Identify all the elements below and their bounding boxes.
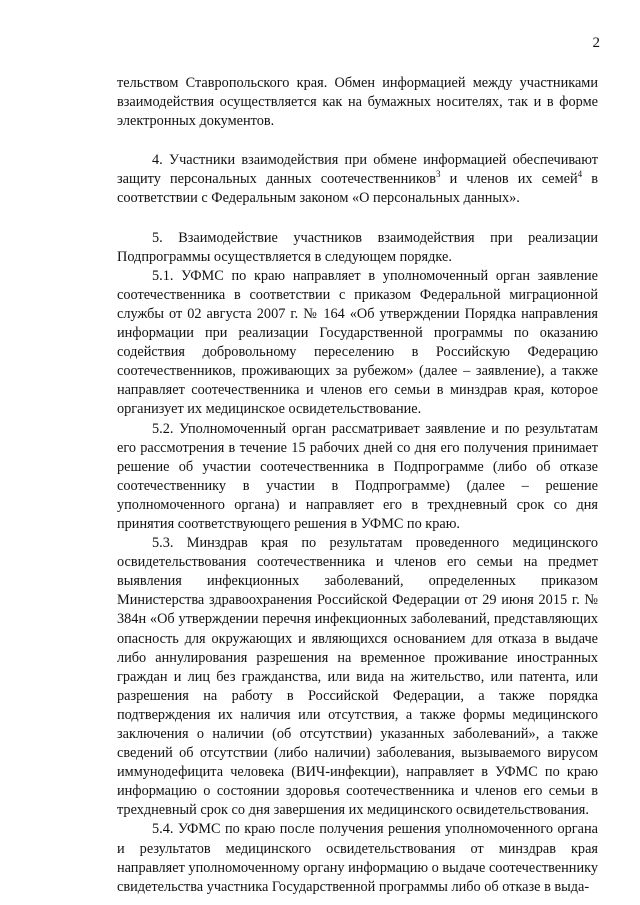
paragraph-5-3: 5.3. Минздрав края по результатам проведенного медицинского освидетельствования соотечественника и членов его семьи на предмет выявления инфекционных заболеваний, определенных приказом Министерства здравоохранения Российской Федерации от 29 июня 2015 г. № 384н «Об утверждении перечня инфекционных заболеваний, представляющих опасность для окружающих и являющихся основанием для отказа в выдаче либо аннулирования разрешения на временное проживание иностранных граждан и лиц без гражданства, или вида на жительство, или патента, или разрешения на работу в Российской Федерации, а также порядка подтверждения их наличия или отсутствия, а также формы медицинского заключения о наличии (об отсутствии) указанных заболеваний», а также сведений об отсутствии (либо наличии) заболевания, вызываемого вирусом иммунодефицита человека (ВИЧ-инфекции), направляет в УФМС по краю информацию о состоянии здоровья соотечественника и членов его семьи в трехдневный срок со дня завершения их медицинского освидетельствования. [117,535,598,819]
paragraph-4-text-b: и членов их семей [440,171,578,188]
paragraph-4-text-c: в соответствии с Федеральным законом «О персональных данных». [117,171,599,207]
paragraph-5-4: 5.4. УФМС по краю после получения решения уполномоченного органа и результатов медицинского освидетельствования от минздрав края направляет уполномоченному органу информацию о выдаче соотечественнику свидетельства участника Государственной программы либо об отказе в выда- [117,821,598,895]
paragraph-5-1: 5.1. УФМС по краю направляет в уполномоченный орган заявление соотечественника в соответствии с приказом Федеральной миграционной службы от 02 августа 2007 г. № 164 «Об утверждении Порядка направления информации при реализации Государственной программы по оказанию содействия добровольному переселению в Российскую Федерацию соотечественников, проживающих за рубежом» (далее – заявление), а также направляет соотечественника и членов его семьи в минздрав края, которое организует их медицинское освидетельствование. [117,267,598,418]
paragraph-5-2: 5.2. Уполномоченный орган рассматривает заявление и по результатам его рассмотрения в течение 15 рабочих дней со дня его получения принимает решение об участии соотечественника в Подпрограмме (либо об отказе соотечественнику в участии в Подпрограмме) (далее – решение уполномоченного органа) и направляет его в трехдневный срок со дня принятия соответствующего решения в УФМС по краю. [117,420,598,532]
document-body [117,74,598,897]
paragraph-5: 5. Взаимодействие участников взаимодействия при реализации Подпрограммы осуществляется в следующем порядке. [117,229,598,265]
page-number: 2 [592,35,600,51]
paragraph-continuation: тельством Ставропольского края. Обмен информацией между участниками взаимодействия осуществляется как на бумажных носителях, так и в форме электронных документов. [117,75,598,130]
paragraph-4 [117,151,598,208]
paragraph-4-text-a: 4. Участники взаимодействия при обмене информацией обеспечивают защиту персональных данных соотечественников [117,152,598,188]
footnote-ref-3: 3 [436,169,441,180]
footnote-ref-4: 4 [577,169,583,180]
